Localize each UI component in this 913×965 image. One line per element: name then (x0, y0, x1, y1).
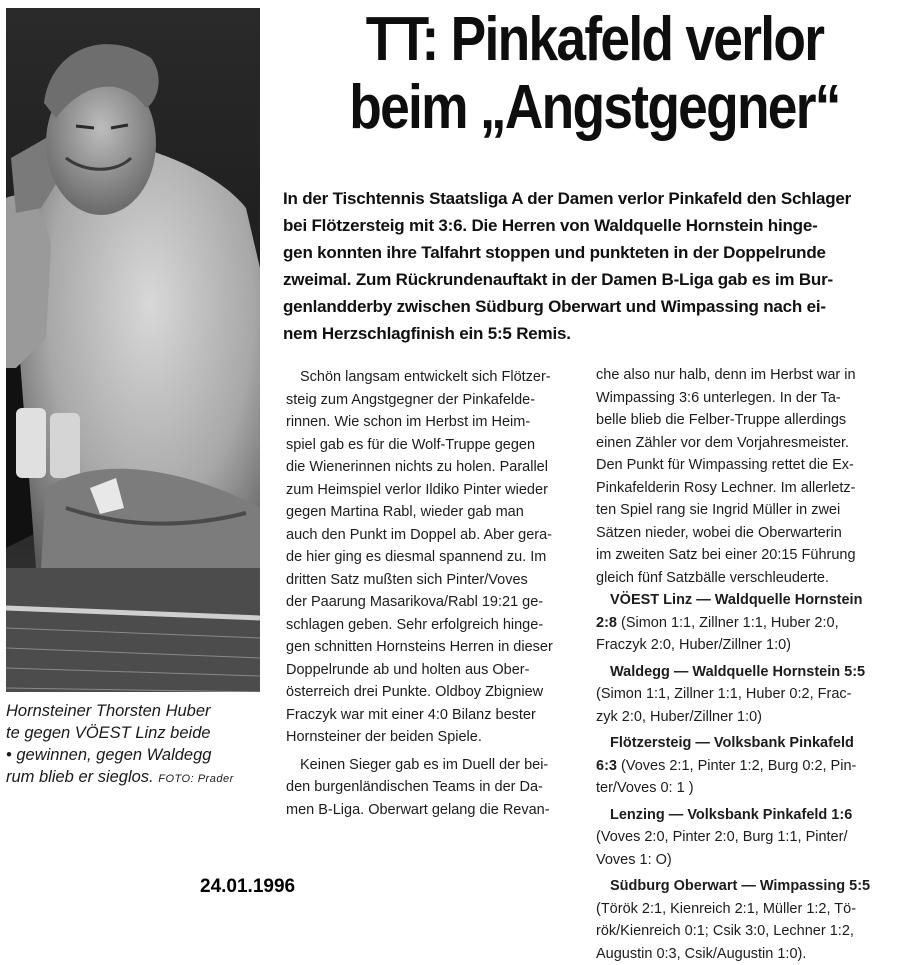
result-heading: Lenzing — Volksbank Pinkafeld 1:6 (596, 804, 911, 827)
body-line: Sätzen nieder, wobei die Oberwarterin (596, 522, 911, 545)
result-score: 2:8 (596, 615, 617, 631)
caption-line: • gewinnen, gegen Waldegg (6, 744, 268, 766)
result-block (596, 875, 911, 965)
result-line: (Simon 1:1, Zillner 1:1, Huber 0:2, Frac- (596, 683, 911, 706)
body-line: Pinkafelderin Rosy Lechner. Im allerletz- (596, 477, 911, 500)
body-line: de hier ging es diesmal spannend zu. Im (286, 546, 586, 569)
result-heading: Südburg Oberwart — Wimpassing 5:5 (596, 875, 911, 898)
body-line: Keinen Sieger gab es im Duell der bei- (286, 754, 586, 777)
body-line: gen schnitten Hornsteins Herren in dieser (286, 636, 586, 659)
caption-text: rum blieb er sieglos. (6, 768, 154, 786)
body-line: der Paarung Masarikova/Rabl 19:21 ge- (286, 591, 586, 614)
result-heading: Flötzersteig — Volksbank Pinkafeld (596, 732, 911, 755)
body-line: Doppelrunde ab und holten aus Ober- (286, 659, 586, 682)
lead-line: gen konnten ihre Talfahrt stoppen und punkteten in der Doppelrunde (283, 239, 911, 266)
result-block (596, 589, 911, 657)
photo-credit: FOTO: Prader (158, 773, 233, 785)
body-line: den burgenländischen Teams in der Da- (286, 776, 586, 799)
lead-line: genlandderby zwischen Südburg Oberwart und Wimpassing nach ei- (283, 293, 911, 320)
body-line: Den Punkt für Wimpassing rettet die Ex- (596, 454, 911, 477)
result-line (596, 612, 911, 635)
body-line: belle blieb die Felber-Truppe allerdings (596, 409, 911, 432)
body-line: spiel gab es für die Wolf-Truppe gegen (286, 434, 586, 457)
body-line: Wimpassing 3:6 unterlegen. In der Ta- (596, 387, 911, 410)
lead-line: In der Tischtennis Staatsliga A der Damen verlor Pinkafeld den Schlager (283, 185, 911, 212)
caption-line (6, 766, 268, 790)
body-line: Hornsteiner der beiden Spiele. (286, 726, 586, 749)
body-line: Schön langsam entwickelt sich Flötzer- (286, 366, 586, 389)
body-line: gleich fünf Satzbälle verschleuderte. (596, 567, 911, 590)
result-line: Voves 1: O) (596, 849, 911, 872)
body-line: Fraczyk war mit einer 4:0 Bilanz bester (286, 704, 586, 727)
body-line: men B-Liga. Oberwart gelang die Revan- (286, 799, 586, 822)
headline-line: TT: Pinkafeld verlor (326, 6, 864, 74)
result-block (596, 804, 911, 872)
body-line: einen Zähler vor dem Vorjahresmeister. (596, 432, 911, 455)
result-details: (Simon 1:1, Zillner 1:1, Huber 2:0, (617, 615, 839, 631)
result-line: Fraczyk 2:0, Huber/Zillner 1:0) (596, 634, 911, 657)
body-line: rinnen. Wie schon im Herbst im Heim- (286, 411, 586, 434)
body-line: auch den Punkt im Doppel ab. Aber gera- (286, 524, 586, 547)
result-score: 6:3 (596, 758, 617, 774)
body-line: schlagen geben. Sehr erfolgreich hinge- (286, 614, 586, 637)
article-lead (283, 185, 911, 347)
result-heading: Waldegg — Waldquelle Hornstein 5:5 (596, 661, 911, 684)
result-line: Augustin 0:3, Csik/Augustin 1:0). (596, 943, 911, 965)
body-line: zum Heimspiel verlor Ildiko Pinter wieder (286, 479, 586, 502)
article-photo (6, 8, 260, 692)
photo-caption (6, 700, 268, 790)
article-headline (326, 6, 864, 142)
lead-line: zweimal. Zum Rückrundenauftakt in der Damen B-Liga gab es im Bur- (283, 266, 911, 293)
result-block (596, 661, 911, 729)
body-line: österreich drei Punkte. Oldboy Zbigniew (286, 681, 586, 704)
caption-line: te gegen VÖEST Linz beide (6, 722, 268, 744)
caption-line: Hornsteiner Thorsten Huber (6, 700, 268, 722)
body-line: die Wienerinnen nichts zu holen. Parallel (286, 456, 586, 479)
publication-date: 24.01.1996 (200, 876, 295, 898)
body-line: ten Spiel rang sie Ingrid Müller in zwei (596, 499, 911, 522)
result-line: (Voves 2:0, Pinter 2:0, Burg 1:1, Pinter/ (596, 826, 911, 849)
headline-line: beim „Angstgegner“ (326, 74, 864, 142)
result-line (596, 755, 911, 778)
result-line: zyk 2:0, Huber/Zillner 1:0) (596, 706, 911, 729)
body-line: che also nur halb, denn im Herbst war in (596, 364, 911, 387)
body-column-1 (286, 366, 586, 821)
body-line: gegen Martina Rabl, wieder gab man (286, 501, 586, 524)
lead-line: nem Herzschlagfinish ein 5:5 Remis. (283, 320, 911, 347)
body-column-2 (596, 364, 911, 965)
result-line: ter/Voves 0: 1 ) (596, 777, 911, 800)
result-heading: VÖEST Linz — Waldquelle Hornstein (596, 589, 911, 612)
body-line: steig zum Angstgegner der Pinkafelde- (286, 389, 586, 412)
result-details: (Voves 2:1, Pinter 1:2, Burg 0:2, Pin- (617, 758, 856, 774)
body-line: im zweiten Satz bei einer 20:15 Führung (596, 544, 911, 567)
result-block (596, 732, 911, 800)
result-line: rök/Kienreich 0:1; Csik 3:0, Lechner 1:2, (596, 920, 911, 943)
result-line: (Török 2:1, Kienreich 2:1, Müller 1:2, Tö- (596, 898, 911, 921)
photo-table-tennis-player (6, 8, 260, 692)
body-line: dritten Satz mußten sich Pinter/Voves (286, 569, 586, 592)
lead-line: bei Flötzersteig mit 3:6. Die Herren von Waldquelle Hornstein hinge- (283, 212, 911, 239)
